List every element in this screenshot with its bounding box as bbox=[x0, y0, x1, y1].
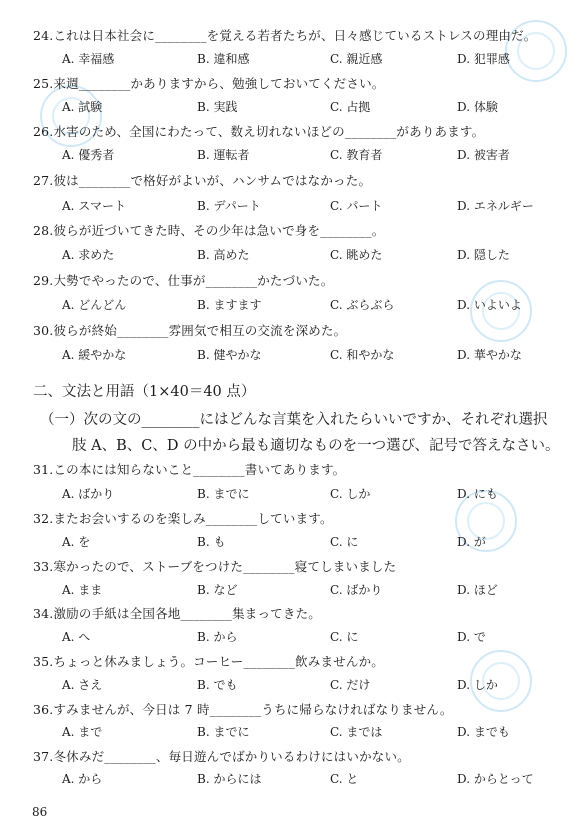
option-c: C. パート bbox=[330, 199, 383, 213]
option-b: B. でも bbox=[197, 678, 238, 692]
options-26 bbox=[0, 146, 580, 162]
section-title: 二、文法と用語（1×40＝40 点） bbox=[33, 384, 256, 400]
option-c: C. 和やかな bbox=[330, 348, 395, 362]
options-33 bbox=[0, 581, 580, 597]
question-29: 29.大勢でやったので、仕事が________かたづいた。 bbox=[33, 273, 334, 288]
option-d: D. しか bbox=[457, 678, 498, 692]
question-25: 25.来週________かありますから、勉強しておいてください。 bbox=[33, 76, 385, 91]
options-34 bbox=[0, 628, 580, 644]
options-28 bbox=[0, 246, 580, 262]
option-c: C. だけ bbox=[330, 678, 371, 692]
question-34: 34.激励の手紙は全国各地________集まってきた。 bbox=[33, 606, 321, 621]
option-a: A. 試験 bbox=[62, 100, 103, 114]
option-a: A. どんどん bbox=[62, 298, 127, 312]
option-b: B. も bbox=[197, 535, 226, 549]
options-30 bbox=[0, 346, 580, 362]
question-36: 36.すみませんが、今日は 7 時________うちに帰らなければなりません。 bbox=[33, 702, 453, 717]
options-36 bbox=[0, 723, 580, 739]
option-d: D. いよいよ bbox=[457, 298, 522, 312]
option-b: B. 運転者 bbox=[197, 148, 250, 162]
options-37 bbox=[0, 770, 580, 786]
options-24 bbox=[0, 50, 580, 66]
options-32 bbox=[0, 533, 580, 549]
option-c: C. ばかり bbox=[330, 583, 383, 597]
option-b: B. から bbox=[197, 630, 238, 644]
option-a: A. 求めた bbox=[62, 248, 115, 262]
option-d: D. で bbox=[457, 630, 486, 644]
option-b: B. までに bbox=[197, 725, 250, 739]
option-c: C. 眺めた bbox=[330, 248, 383, 262]
page-number: 86 bbox=[32, 805, 48, 819]
option-d: D. エネルギー bbox=[457, 199, 534, 213]
question-30: 30.彼らが終始________雰囲気で相互の交流を深めた。 bbox=[33, 323, 347, 338]
option-d: D. までも bbox=[457, 725, 510, 739]
option-b: B. までに bbox=[197, 487, 250, 501]
option-c: C. 教育者 bbox=[330, 148, 383, 162]
question-24: 24.これは日本社会に________を覚える若者たちが、日々感じているストレスの理由だ。 bbox=[33, 28, 537, 43]
question-31: 31.この本には知らないこと________書いてあります。 bbox=[33, 462, 346, 477]
options-35 bbox=[0, 676, 580, 692]
option-d: D. 犯罪感 bbox=[457, 52, 510, 66]
option-a: A. スマート bbox=[62, 199, 127, 213]
option-d: D. 体験 bbox=[457, 100, 498, 114]
instruction-line-1: （一）次の文の________にはどんな言葉を入れたらいいですか、それぞれ選択 bbox=[40, 412, 548, 428]
question-28: 28.彼らが近づいてきた時、その少年は急いで身を________。 bbox=[33, 223, 385, 238]
option-d: D. 被害者 bbox=[457, 148, 510, 162]
option-b: B. デパート bbox=[197, 199, 261, 213]
option-b: B. 健やかな bbox=[197, 348, 262, 362]
option-d: D. 隠した bbox=[457, 248, 510, 262]
options-29 bbox=[0, 296, 580, 312]
question-37: 37.冬休みだ________、毎日遊んでばかりいるわけにはいかない。 bbox=[33, 749, 410, 764]
option-b: B. からには bbox=[197, 772, 262, 786]
option-d: D. にも bbox=[457, 487, 498, 501]
option-a: A. まま bbox=[62, 583, 103, 597]
question-33: 33.寒かったので、ストーブをつけた________寝てしまいました bbox=[33, 559, 397, 574]
option-b: B. ますます bbox=[197, 298, 262, 312]
option-d: D. が bbox=[457, 535, 486, 549]
option-b: B. など bbox=[197, 583, 238, 597]
option-b: B. 実践 bbox=[197, 100, 238, 114]
option-a: A. から bbox=[62, 772, 103, 786]
options-31 bbox=[0, 485, 580, 501]
option-c: C. ぶらぶら bbox=[330, 298, 395, 312]
option-c: C. しか bbox=[330, 487, 371, 501]
option-c: C. までは bbox=[330, 725, 383, 739]
option-b: B. 違和感 bbox=[197, 52, 250, 66]
option-c: C. 親近感 bbox=[330, 52, 383, 66]
option-a: A. 緩やかな bbox=[62, 348, 127, 362]
options-27 bbox=[0, 197, 580, 213]
question-32: 32.またお会いするのを楽しみ________しています。 bbox=[33, 511, 333, 526]
option-c: C. に bbox=[330, 535, 359, 549]
option-c: C. 占拠 bbox=[330, 100, 371, 114]
option-a: A. 幸福感 bbox=[62, 52, 115, 66]
question-35: 35.ちょっと休みましょう。コーヒー________飲みませんか。 bbox=[33, 654, 384, 669]
option-d: D. 華やかな bbox=[457, 348, 522, 362]
option-a: A. を bbox=[62, 535, 91, 549]
option-c: C. と bbox=[330, 772, 359, 786]
question-26: 26.水害のため、全国にわたって、数え切れないほどの________がありあます。 bbox=[33, 124, 485, 139]
options-25 bbox=[0, 98, 580, 114]
option-a: A. ばかり bbox=[62, 487, 115, 501]
option-d: D. ほど bbox=[457, 583, 498, 597]
option-a: A. へ bbox=[62, 630, 91, 644]
option-d: D. からとって bbox=[457, 772, 534, 786]
option-a: A. さえ bbox=[62, 678, 103, 692]
option-b: B. 高めた bbox=[197, 248, 250, 262]
option-c: C. に bbox=[330, 630, 359, 644]
option-a: A. 優秀者 bbox=[62, 148, 115, 162]
question-27: 27.彼は________で格好がよいが、ハンサムではなかった。 bbox=[33, 173, 372, 188]
option-a: A. まで bbox=[62, 725, 103, 739]
instruction-line-2: 肢 A、B、C、D の中から最も適切なものを一つ選び、記号で答えなさい。 bbox=[72, 438, 560, 454]
